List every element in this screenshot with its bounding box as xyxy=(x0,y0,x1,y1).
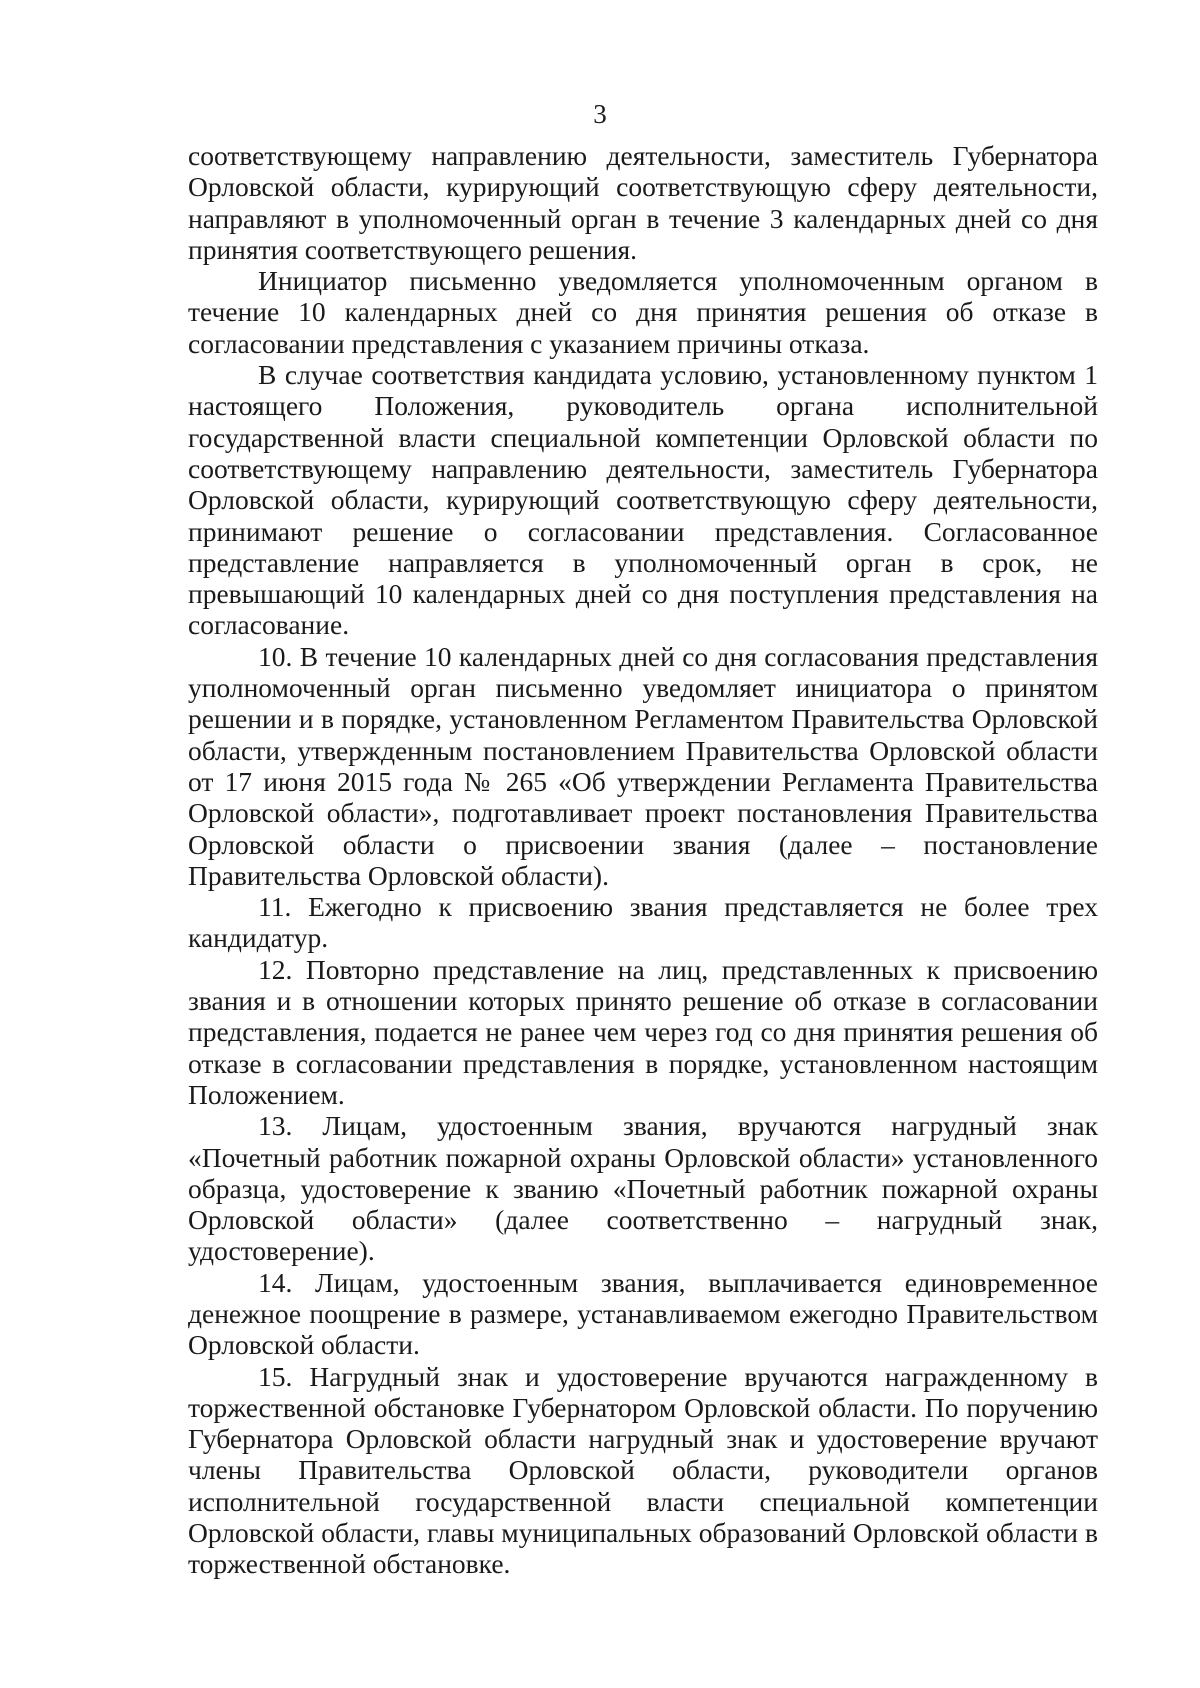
paragraph-item-13: 13. Лицам, удостоенным звания, вручаются нагрудный знак «Почетный работник пожарной охраны Орловской области» установленного образца, удостоверение к званию «Почетный работник пожарной охраны Орловской области» (далее соответственно – нагрудный знак, удостоверение). xyxy=(188,1110,1098,1267)
paragraph-item-11: 11. Ежегодно к присвоению звания представляется не более трех кандидатур. xyxy=(188,891,1098,954)
paragraph-item-15: 15. Нагрудный знак и удостоверение вручаются награжденному в торжественной обстановке Губернатором Орловской области. По поручению Губернатора Орловской области нагрудный знак и удостоверение вручают члены Правительства Орловской области, руководители органов исполнительной государственной власти специальной компетенции Орловской области, главы муниципальных образований Орловской области в торжественной обстановке. xyxy=(188,1360,1098,1580)
paragraph-item-12: 12. Повторно представление на лиц, представленных к присвоению звания и в отношении которых принято решение об отказе в согласовании представления, подается не ранее чем через год со дня принятия решения об отказе в согласовании представления в порядке, установленном настоящим Положением. xyxy=(188,953,1098,1110)
paragraph-approval: В случае соответствия кандидата условию, установленному пунктом 1 настоящего Положения, руководитель органа исполнительной государственной власти специальной компетенции Орловской области по соответствующему направлению деятельности, заместитель Губернатора Орловской области, курирующий соответствующую сферу деятельности, принимают решение о согласовании представления. Согласованное представление направляется в уполномоченный орган в срок, не превышающий 10 календарных дней со дня поступления представления на согласование. xyxy=(188,359,1098,641)
document-body xyxy=(188,140,1098,1580)
page-number: 3 xyxy=(593,99,607,129)
paragraph-continuation: соответствующему направлению деятельности, заместитель Губернатора Орловской области, курирующий соответствующую сферу деятельности, направляют в уполномоченный орган в течение 3 календарных дней со дня принятия соответствующего решения. xyxy=(188,140,1098,265)
paragraph-item-10: 10. В течение 10 календарных дней со дня согласования представления уполномоченный орган письменно уведомляет инициатора о принятом решении и в порядке, установленном Регламентом Правительства Орловской области, утвержденным постановлением Правительства Орловской области от 17 июня 2015 года № 265 «Об утверждении Регламента Правительства Орловской области», подготавливает проект постановления Правительства Орловской области о присвоении звания (далее – постановление Правительства Орловской области). xyxy=(188,640,1098,891)
paragraph-initiator-notice: Инициатор письменно уведомляется уполномоченным органом в течение 10 календарных дней со дня принятия решения об отказе в согласовании представления с указанием причины отказа. xyxy=(188,265,1098,359)
paragraph-item-14: 14. Лицам, удостоенным звания, выплачивается единовременное денежное поощрение в размере, устанавливаемом ежегодно Правительством Орловской области. xyxy=(188,1266,1098,1361)
